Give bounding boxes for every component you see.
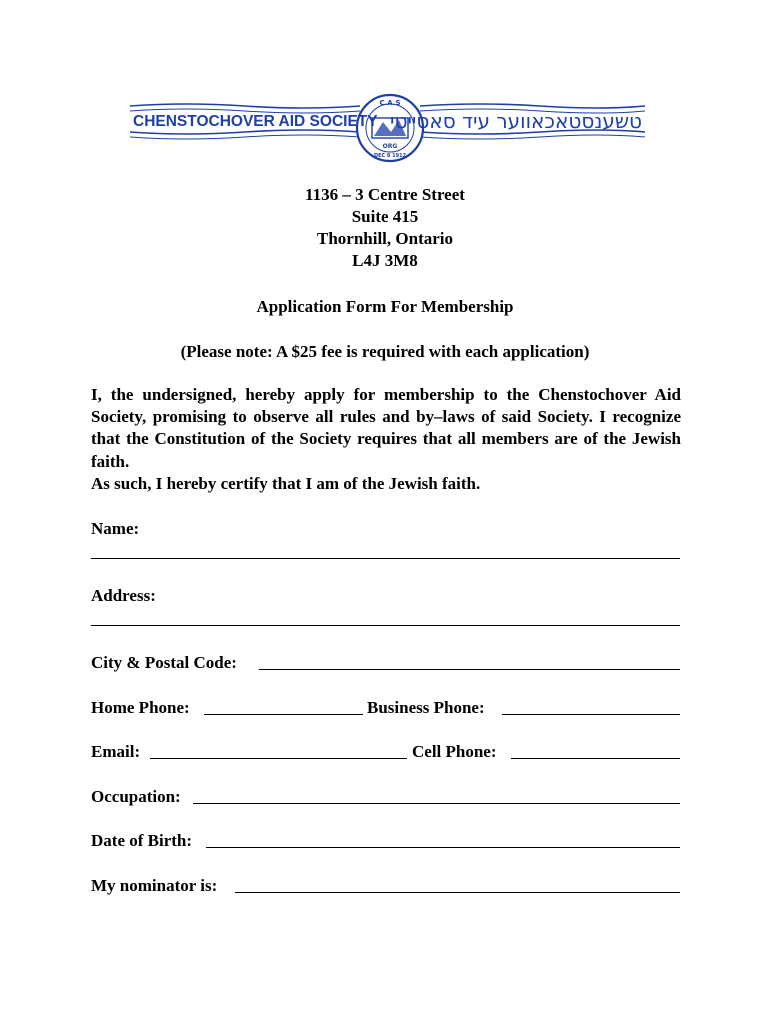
city-postal-label: City & Postal Code: — [91, 653, 237, 672]
declaration-body: I, the undersigned, hereby apply for membership to the Chenstochover Aid Society, promising to observe all rules and by–laws of said Society. I recognize that the Constitution of the Society requires that all members are of the Jewish faith. — [91, 385, 681, 471]
svg-text:DEC 8 1912: DEC 8 1912 — [373, 153, 407, 159]
address-field-line[interactable] — [91, 625, 680, 626]
name-label: Name: — [91, 519, 140, 538]
address-block — [0, 184, 770, 272]
occupation-label: Occupation: — [91, 787, 181, 806]
declaration-certify: As such, I hereby certify that I am of the Jewish faith. — [91, 473, 481, 493]
nominator-label: My nominator is: — [91, 876, 218, 895]
occupation-field-line[interactable] — [193, 803, 680, 804]
logo-hebrew-name: טשענסטאכאווער עיד סאסייטי — [390, 109, 642, 133]
society-logo — [125, 90, 650, 168]
business-phone-field-line[interactable] — [502, 714, 680, 715]
logo-org-name: CHENSTOCHOVER AID SOCIETY — [133, 113, 378, 130]
cell-phone-label: Cell Phone: — [412, 742, 497, 761]
email-label: Email: — [91, 742, 141, 761]
cell-phone-field-line[interactable] — [511, 758, 680, 759]
address-line-4: L4J 3M8 — [352, 251, 418, 270]
name-field-line[interactable] — [91, 558, 680, 559]
home-phone-label: Home Phone: — [91, 698, 190, 717]
address-line-3: Thornhill, Ontario — [316, 229, 454, 248]
fee-note: (Please note: A $25 fee is required with each application) — [180, 342, 590, 361]
address-label: Address: — [91, 586, 156, 605]
business-phone-label: Business Phone: — [367, 698, 485, 717]
form-title: Application Form For Membership — [256, 297, 514, 316]
city-postal-field-line[interactable] — [259, 669, 680, 670]
date-of-birth-field-line[interactable] — [206, 847, 680, 848]
address-line-1: 1136 – 3 Centre Street — [305, 185, 465, 204]
email-field-line[interactable] — [150, 758, 407, 759]
nominator-field-line[interactable] — [235, 892, 680, 893]
svg-text:C.A.S: C.A.S — [379, 99, 401, 107]
address-line-2: Suite 415 — [351, 207, 419, 226]
home-phone-field-line[interactable] — [204, 714, 363, 715]
declaration-paragraph — [91, 384, 681, 495]
date-of-birth-label: Date of Birth: — [91, 831, 193, 850]
svg-text:ORG: ORG — [382, 143, 398, 150]
